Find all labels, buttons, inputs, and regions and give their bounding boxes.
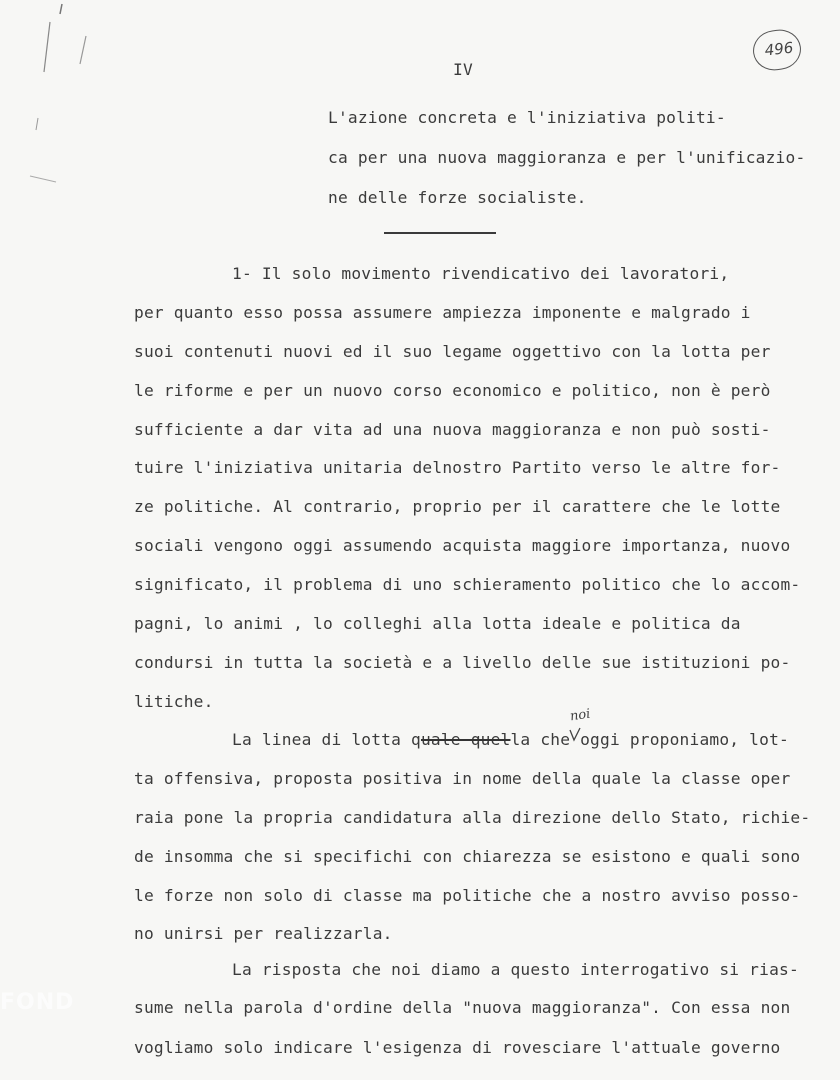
page-number: 496 <box>763 38 795 60</box>
title-line-1: L'azione concreta e l'iniziativa politi- <box>328 108 726 127</box>
paragraph-1-line-9: significato, il problema di uno schieramento politico che lo accom- <box>134 575 801 594</box>
paragraph-2-line-5: le forze non solo di classe ma politiche che a nostro avviso posso- <box>134 886 801 905</box>
paragraph-1-line-7: ze politiche. Al contrario, proprio per il carattere che le lotte <box>134 497 781 516</box>
paragraph-1-line-6: tuire l'iniziativa unitaria delnostro Partito verso le altre for- <box>134 458 781 477</box>
margin-ink-marks <box>0 0 90 200</box>
paragraph-1-line-12: litiche. <box>134 692 214 711</box>
handwritten-insert: noi <box>569 706 592 725</box>
paragraph-2-line-1-end: la che oggi proponiamo, lot- <box>510 730 789 749</box>
paragraph-2-line-4: de insomma che si specifichi con chiarezza se esistono e quali sono <box>134 847 801 866</box>
paragraph-2-line-6: no unirsi per realizzarla. <box>134 924 393 943</box>
paragraph-1-line-5: sufficiente a dar vita ad una nuova maggioranza e non può sosti- <box>134 420 771 439</box>
paragraph-1-line-3: suoi contenuti nuovi ed il suo legame oggettivo con la lotta per <box>134 342 771 361</box>
section-divider <box>384 232 496 234</box>
paragraph-2-line-2: ta offensiva, proposta positiva in nome della quale la classe oper <box>134 769 791 788</box>
struck-through-text: uale quel <box>420 730 511 749</box>
paragraph-2-line-1-start: La linea di lotta q <box>232 730 421 749</box>
title-line-3: ne delle forze socialiste. <box>328 188 587 207</box>
paragraph-3-line-2: sume nella parola d'ordine della "nuova maggioranza". Con essa non <box>134 998 791 1017</box>
paragraph-1-line-11: condursi in tutta la società e a livello delle sue istituzioni po- <box>134 653 791 672</box>
paragraph-1-line-1: 1- Il solo movimento rivendicativo dei lavoratori, <box>232 264 730 283</box>
paragraph-2-line-1 <box>232 732 789 748</box>
archive-watermark: FOND <box>0 990 75 1015</box>
paragraph-1-line-8: sociali vengono oggi assumendo acquista maggiore importanza, nuovo <box>134 536 791 555</box>
paragraph-1-line-4: le riforme e per un nuovo corso economico e politico, non è però <box>134 381 771 400</box>
chapter-numeral: IV <box>453 60 473 79</box>
paragraph-3-line-1: La risposta che noi diamo a questo interrogativo si rias- <box>232 960 799 979</box>
paragraph-3-line-3: vogliamo solo indicare l'esigenza di rovesciare l'attuale governo <box>134 1038 781 1057</box>
title-line-2: ca per una nuova maggioranza e per l'unificazio- <box>328 148 806 167</box>
paragraph-1-line-10: pagni, lo animi , lo colleghi alla lotta ideale e politica da <box>134 614 741 633</box>
paragraph-2-line-3: raia pone la propria candidatura alla direzione dello Stato, richie- <box>134 808 811 827</box>
paragraph-1-line-2: per quanto esso possa assumere ampiezza imponente e malgrado i <box>134 303 751 322</box>
